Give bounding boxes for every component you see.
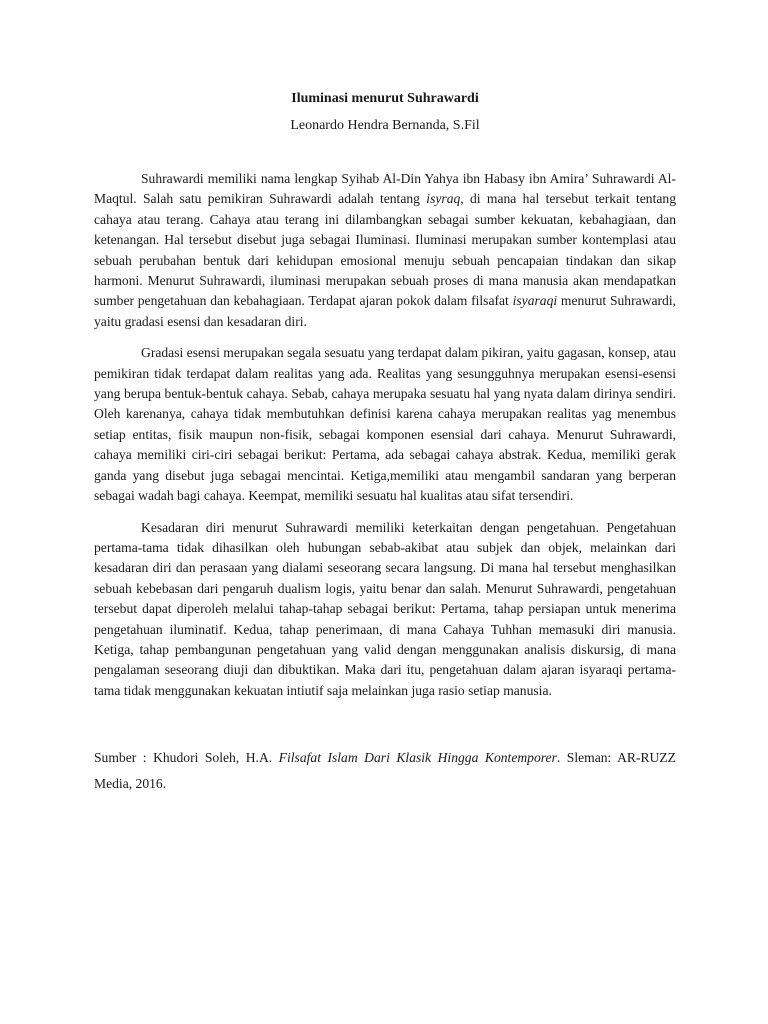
source-citation bbox=[94, 745, 676, 797]
term-isyraq: isyraq bbox=[426, 191, 461, 207]
term-isyaraqi: isyaraqi bbox=[512, 293, 558, 309]
source-book-title: Filsafat Islam Dari Klasik Hingga Kontemporer bbox=[278, 750, 557, 766]
document-title: Iluminasi menurut Suhrawardi bbox=[291, 91, 479, 106]
paragraph-2: Gradasi esensi merupakan segala sesuatu yang terdapat dalam pikiran, yaitu gagasan, konsep, atau pemikiran tidak terdapat dalam realitas yang ada. Realitas yang sesungguhnya merupakan esensi-esensi yang berupa bentuk-bentuk cahaya. Sebab, cahaya merupaka sesuatu hal yang nyata dalam dirinya sendiri. Oleh karenanya, cahaya tidak membutuhkan definisi karena cahaya merupakan realitas yag menembus setiap entitas, fisik maupun non-fisik, sebagai komponen esensial dari cahaya. Menurut Suhrawardi, cahaya memiliki ciri-ciri sebagai berikut: Pertama, ada sebagai cahaya abstrak. Kedua, memiliki gerak ganda yang disebut juga sebagai mencintai. Ketiga,memiliki atau mengambil sandaran yang berperan sebagai wadah bagi cahaya. Keempat, memiliki sesuatu hal kualitas atau sifat tersendiri. bbox=[94, 345, 676, 504]
paragraph-1-text-c: menurut Suhrawardi, yaitu gradasi esensi dan kesadaran diri. bbox=[94, 293, 677, 329]
author-line: Leonardo Hendra Bernanda, S.Fil bbox=[290, 118, 480, 133]
paragraph-1 bbox=[94, 169, 676, 332]
source-suffix: . Sleman: AR-RUZZ Media, 2016. bbox=[94, 750, 676, 792]
paragraph-1-text-b: , di mana hal tersebut terkait tentang cahaya atau terang. Cahaya atau terang ini dilambangkan sebagai sumber kekuatan, kebahagiaan, dan ketenangan. Hal tersebut disebut juga sebagai Iluminasi. Iluminasi merupakan sumber kontemplasi atau sebuah perubahan bentuk dari kehidupan emosional menuju sebuah pencapaian tindakan dan sikap harmoni. Menurut Suhrawardi, iluminasi merupakan sebuah proses di mana manusia akan mendapatkan sumber pengetahuan dan kebahagiaan. Terdapat ajaran pokok dalam filsafat bbox=[94, 191, 676, 309]
paragraph-3: Kesadaran diri menurut Suhrawardi memiliki keterkaitan dengan pengetahuan. Pengetahuan pertama-tama tidak dihasilkan oleh hubungan sebab-akibat atau subjek dan objek, melainkan dari kesadaran diri dan perasaan yang dialami seseorang secara langsung. Di mana hal tersebut menghasilkan sebuah kebebasan dari pengaruh dualism logis, yaitu benar dan salah. Menurut Suhrawardi, pengetahuan tersebut dapat diperoleh melalui tahap-tahap sebagai berikut: Pertama, tahap persiapan untuk menerima pengetahuan iluminatif. Kedua, tahap penerimaan, di mana Cahaya Tuhhan memasuki diri manusia. Ketiga, tahap pembangunan pengetahuan yang valid dengan menggunakan analisis diskursig, di mana pengalaman seseorang diuji dan dibuktikan. Maka dari itu, pengetahuan dalam ajaran isyaraqi pertama-tama tidak menggunakan kekuatan intiutif saja melainkan juga rasio setiap manusia. bbox=[94, 519, 676, 698]
source-prefix: Sumber : Khudori Soleh, H.A. bbox=[94, 750, 279, 766]
paragraph-1-text-a: Suhrawardi memiliki nama lengkap Syihab Al-Din Yahya ibn Habasy ibn Amira’ Suhrawardi Al-Maqtul. Salah satu pemikiran Suhrawardi adalah tentang bbox=[94, 171, 676, 207]
